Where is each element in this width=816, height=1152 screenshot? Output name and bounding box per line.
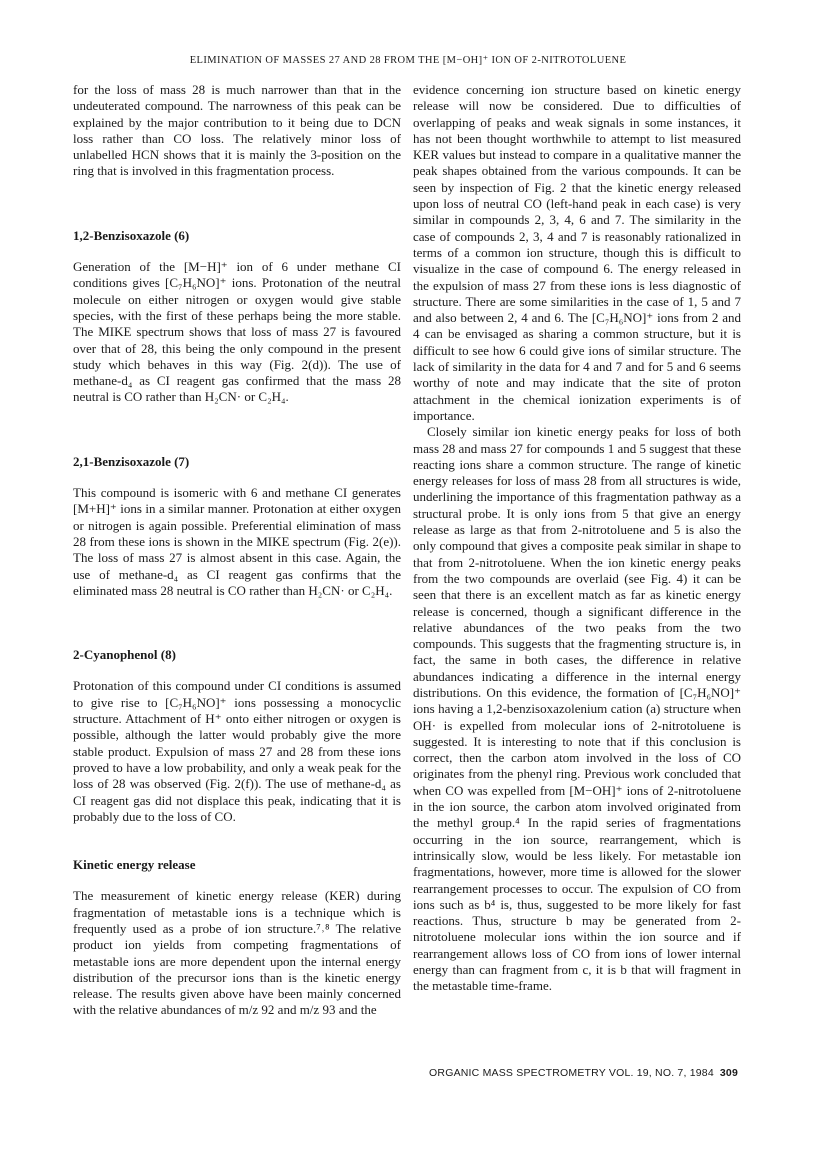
page-footer bbox=[429, 1067, 738, 1079]
left-column bbox=[73, 82, 401, 1019]
paragraph: Generation of the [M−H]⁺ ion of 6 under methane CI conditions gives [C₇H₆NO]⁺ ions. Protonation of the neutral molecule on either nitrogen or oxygen would give stable species, with the first of these perhaps being the more stable. The MIKE spectrum shows that loss of mass 27 is favoured over that of 28, this being the only compound in the present study which behaves in this way (Fig. 2(d)). The use of methane-d₄ as CI reagent gas confirmed that the mass 28 neutral is CO rather than H₂CN· or C₂H₄. bbox=[73, 259, 401, 405]
section-heading: Kinetic energy release bbox=[73, 857, 196, 873]
paragraph: evidence concerning ion structure based on kinetic energy release will now be considered. Due to difficulties of overlapping of peaks and weak signals in some instances, it has not been thought worthwhile to attempt to list measured KER values but instead to compare in a qualitative manner the peak shapes obtained from the various compounds. It can be seen by inspection of Fig. 2 that the kinetic energy released upon loss of neutral CO (left-hand peak in each case) is very similar in compounds 2, 3, 4, 6 and 7. The similarity in the case of compounds 2, 3, 4 and 7 is reasonably rationalized in terms of a common ion structure, though this is difficult to visualize in the case of compound 6. The energy released in the expulsion of mass 27 from these ions is less diagnostic of structure. There are some similarities in the case of 1, 5 and 7 and also between 2, 4 and 6. The [C₇H₆NO]⁺ ions from 2 and 4 can be envisaged as sharing a common structure, but it is difficult to see how 6 could give ions of similar structure. The lack of similarity in the data for 4 and 7 and for 5 and 6 seems worthy of note and may indicate that the site of proton attachment in the chemical ionization experiments is of importance. bbox=[413, 82, 741, 423]
section-heading: 2-Cyanophenol (8) bbox=[73, 647, 176, 663]
paragraph: This compound is isomeric with 6 and methane CI generates [M+H]⁺ ions in a similar manner. Protonation at either oxygen or nitrogen is again possible. Preferential elimination of mass 28 from these ions is shown in the MIKE spectrum (Fig. 2(e)). The loss of mass 27 is almost absent in this case. Again, the use of methane-d₄ as CI reagent gas confirms that the eliminated mass 28 neutral is CO rather than H₂CN· or C₂H₄. bbox=[73, 485, 401, 598]
right-column bbox=[413, 82, 741, 995]
paragraph: for the loss of mass 28 is much narrower than that in the undeuterated compound. The narrowness of this peak can be explained by the major contribution to it being due to DCN loss rather than CO loss. The relatively minor loss of unlabelled HCN shows that it is mainly the 3-position on the ring that is involved in this fragmentation process. bbox=[73, 82, 401, 179]
section-heading: 2,1-Benzisoxazole (7) bbox=[73, 453, 190, 469]
running-head: ELIMINATION OF MASSES 27 AND 28 FROM THE [M−OH]⁺ ION OF 2-NITROTOLUENE bbox=[189, 55, 627, 66]
journal-citation: ORGANIC MASS SPECTROMETRY VOL. 19, NO. 7, 1984 bbox=[429, 1067, 714, 1079]
paragraph: Protonation of this compound under CI conditions is assumed to give rise to [C₇H₆NO]⁺ ions possessing a monocyclic structure. Attachment of H⁺ onto either nitrogen or oxygen is possible, although the latter would probably give the more stable product. Expulsion of mass 27 and 28 from these ions proved to have a low probability, and only a weak peak for the loss of 28 was observed (Fig. 2(f)). The use of methane-d₄ as CI reagent gas did not displace this peak, indicating that it is probably due to the loss of CO. bbox=[73, 678, 401, 824]
page-number: 309 bbox=[719, 1067, 738, 1079]
paragraph: The measurement of kinetic energy release (KER) during fragmentation of metastable ions is a technique which is frequently used as a probe of ion structure.⁷˒⁸ The relative product ion yields from competing fragmentations of metastable ions are more dependent upon the internal energy distribution of the precursor ions than is the kinetic energy release. The results given above have been mainly concerned with the relative abundances of m/z 92 and m/z 93 and the bbox=[73, 888, 401, 1018]
paragraph: Closely similar ion kinetic energy peaks for loss of both mass 28 and mass 27 for compounds 1 and 5 suggest that these reacting ions share a common structure. The range of kinetic energy releases for loss of mass 28 from all structures is wide, underlining the importance of this fragmentation pathway as a structural probe. It is only ions from 5 that give an energy release as large as that from 2-nitrotoluene and 5 is also the only compound that gives a composite peak similar in shape to that from 2-nitrotoluene. When the ion kinetic energy peaks from the two compounds are overlaid (see Fig. 4) it can be seen that there is an excellent match as far as kinetic energy release is concerned, though a significant difference in the relative abundances of the two peaks from the two compounds. This suggests that the fragmenting structure is, in fact, the same in both cases, the difference in relative abundances indicating a difference in the internal energy distributions. On this evidence, the formation of [C₇H₆NO]⁺ ions having a 1,2-benzisoxazolenium cation (a) structure when OH· is expelled from molecular ions of 2-nitrotoluene is suggested. It is interesting to note that if this conclusion is correct, then the carbon atom involved in the loss of CO originates from the phenyl ring. Previous work concluded that when CO was expelled from [M−OH]⁺ ions of 2-nitrotoluene in the ion source, the carbon atom involved originated from the methyl group.⁴ In the rapid series of fragmentations occurring in the ion source, rearrangement, which is intrinsically slow, would be less likely. For metastable ion fragmentations, however, more time is allowed for the slower rearrangement processes to occur. The expulsion of CO from ions such as b⁴ is, thus, suggested to be more likely for fast reactions. Thus, structure b may be generated from 2-nitrotoluene molecular ions within the ion source and if rearrangement allows loss of CO from ions of lower internal energy than can fragment from c, it is b that will fragment in the metastable time-frame. bbox=[413, 424, 741, 994]
section-heading: 1,2-Benzisoxazole (6) bbox=[73, 227, 190, 243]
